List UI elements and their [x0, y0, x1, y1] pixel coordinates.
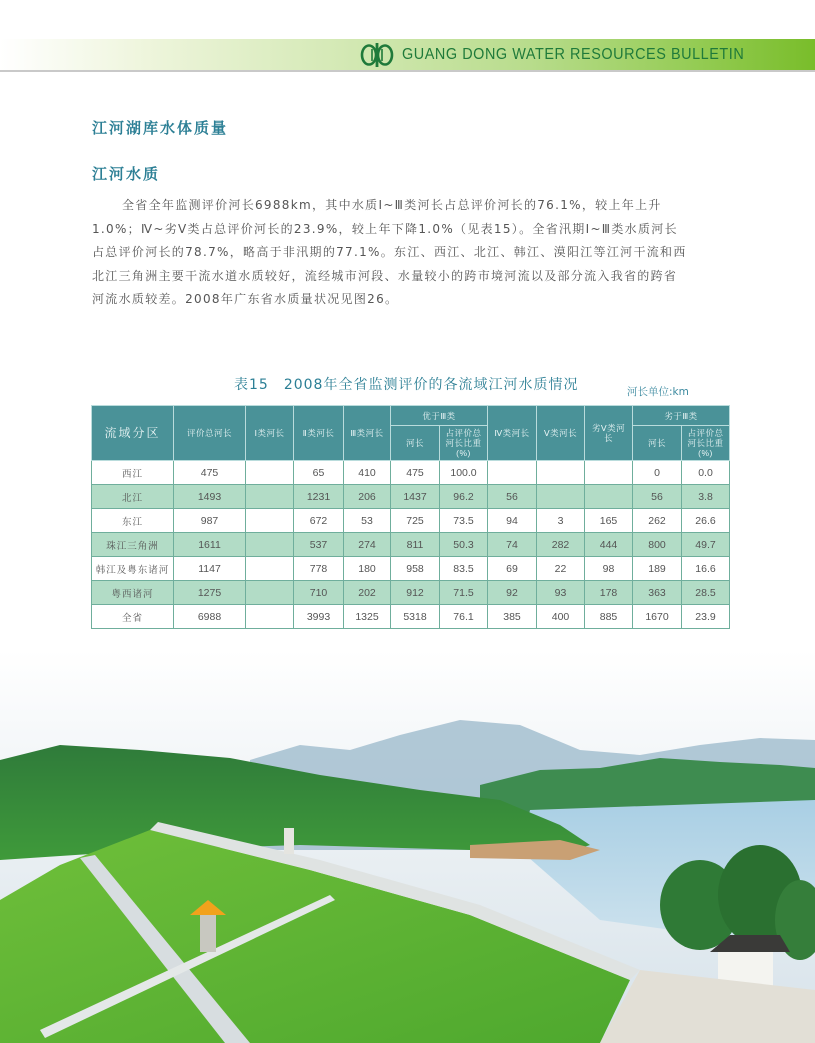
- cell-worse-than-class5: [585, 461, 633, 485]
- cell-better-percent: 100.0: [440, 461, 488, 485]
- cell-worse-percent: 26.6: [682, 509, 730, 533]
- table-unit-label: 河长单位:km: [627, 386, 689, 398]
- cell-total-length: 475: [174, 461, 246, 485]
- paragraph-line: 占总评价河长的78.7%，略高于非汛期的77.1%。东江、西江、北江、韩江、漠阳江等江河干流和西: [92, 245, 687, 259]
- cell-worse-length: 1670: [633, 605, 682, 629]
- cell-class4: 56: [488, 485, 537, 509]
- cell-better-length: 811: [391, 533, 440, 557]
- cell-class5: [537, 485, 585, 509]
- cell-worse-length: 363: [633, 581, 682, 605]
- bulletin-title: GUANG DONG WATER RESOURCES BULLETIN: [402, 46, 745, 63]
- cell-better-percent: 83.5: [440, 557, 488, 581]
- cell-worse-percent: 23.9: [682, 605, 730, 629]
- cell-class3: 180: [344, 557, 391, 581]
- cell-worse-percent: 49.7: [682, 533, 730, 557]
- header-bar: [0, 39, 815, 72]
- cell-better-length: 5318: [391, 605, 440, 629]
- header-better-percent: 占评价总河长比重(%): [440, 426, 488, 461]
- cell-class4: 74: [488, 533, 537, 557]
- header-class2: Ⅱ类河长: [294, 406, 344, 461]
- cell-class3: 202: [344, 581, 391, 605]
- table-row: [92, 485, 730, 509]
- cell-better-length: 958: [391, 557, 440, 581]
- cell-worse-than-class5: 98: [585, 557, 633, 581]
- cell-class5: 93: [537, 581, 585, 605]
- cell-class2: 710: [294, 581, 344, 605]
- header-total-length: 评价总河长: [174, 406, 246, 461]
- cell-better-length: 912: [391, 581, 440, 605]
- cell-total-length: 987: [174, 509, 246, 533]
- header-region: 流域分区: [92, 406, 174, 461]
- table-row: [92, 533, 730, 557]
- cell-better-percent: 71.5: [440, 581, 488, 605]
- cell-worse-length: 262: [633, 509, 682, 533]
- cell-region: 北江: [92, 485, 174, 509]
- cell-total-length: 6988: [174, 605, 246, 629]
- cell-class3: 410: [344, 461, 391, 485]
- reservoir-dam-photo: [0, 650, 815, 1043]
- header-class3: Ⅲ类河长: [344, 406, 391, 461]
- cell-class1: [246, 509, 294, 533]
- cell-region: 珠江三角洲: [92, 533, 174, 557]
- cell-class1: [246, 485, 294, 509]
- cell-worse-than-class5: [585, 485, 633, 509]
- cell-class1: [246, 533, 294, 557]
- paragraph-line: 北江三角洲主要干流水道水质较好，流经城市河段、水量较小的跨市境河流以及部分流入我省的跨省: [92, 268, 678, 283]
- table-row: [92, 557, 730, 581]
- cell-class5: 3: [537, 509, 585, 533]
- table-row: [92, 461, 730, 485]
- cell-worse-percent: 16.6: [682, 557, 730, 581]
- cell-class5: [537, 461, 585, 485]
- cell-worse-length: 0: [633, 461, 682, 485]
- paragraph-line: 1.0%；Ⅳ~劣Ⅴ类占总评价河长的23.9%，较上年下降1.0%（见表15）。全省汛期Ⅰ~Ⅲ类水质河长: [92, 221, 678, 236]
- cell-worse-length: 800: [633, 533, 682, 557]
- paragraph-line: 河流水质较差。2008年广东省水质量状况见图26。: [92, 292, 399, 306]
- table-row: [92, 581, 730, 605]
- cell-class3: 53: [344, 509, 391, 533]
- cell-class1: [246, 605, 294, 629]
- cell-better-length: 475: [391, 461, 440, 485]
- header-worse-than-class5: 劣Ⅴ类河长: [585, 406, 633, 461]
- cell-worse-than-class5: 178: [585, 581, 633, 605]
- cell-class2: 3993: [294, 605, 344, 629]
- cell-class3: 274: [344, 533, 391, 557]
- cell-worse-than-class5: 444: [585, 533, 633, 557]
- cell-total-length: 1275: [174, 581, 246, 605]
- cell-class2: 1231: [294, 485, 344, 509]
- cell-region: 西江: [92, 461, 174, 485]
- cell-class3: 206: [344, 485, 391, 509]
- cell-class2: 672: [294, 509, 344, 533]
- cell-class2: 778: [294, 557, 344, 581]
- header-class1: Ⅰ类河长: [246, 406, 294, 461]
- table-caption: 表15 2008年全省监测评价的各流域江河水质情况: [234, 377, 579, 393]
- header-better-than-class3: 优于Ⅲ类: [391, 406, 488, 426]
- cell-total-length: 1147: [174, 557, 246, 581]
- cell-total-length: 1611: [174, 533, 246, 557]
- cell-region: 东江: [92, 509, 174, 533]
- landscape-image: [0, 650, 815, 1043]
- cell-worse-percent: 3.8: [682, 485, 730, 509]
- cell-class4: 94: [488, 509, 537, 533]
- cell-worse-length: 189: [633, 557, 682, 581]
- cell-class4: 69: [488, 557, 537, 581]
- cell-better-percent: 96.2: [440, 485, 488, 509]
- cell-region: 粤西诸河: [92, 581, 174, 605]
- cell-worse-percent: 28.5: [682, 581, 730, 605]
- cell-better-length: 725: [391, 509, 440, 533]
- subsection-title: 江河水质: [92, 165, 161, 183]
- cell-region: 韩江及粤东诸河: [92, 557, 174, 581]
- table-row: [92, 605, 730, 629]
- cell-class2: 65: [294, 461, 344, 485]
- header-worse-length: 河长: [633, 426, 682, 461]
- cell-class1: [246, 461, 294, 485]
- header-better-length: 河长: [391, 426, 440, 461]
- paragraph-line: 全省全年监测评价河长6988km，其中水质Ⅰ~Ⅲ类河长占总评价河长的76.1%，较上年上升: [122, 198, 662, 212]
- cell-total-length: 1493: [174, 485, 246, 509]
- header-class5: Ⅴ类河长: [537, 406, 585, 461]
- cell-better-percent: 50.3: [440, 533, 488, 557]
- cell-worse-length: 56: [633, 485, 682, 509]
- water-quality-table: [91, 405, 730, 629]
- cell-worse-than-class5: 885: [585, 605, 633, 629]
- header-class4: Ⅳ类河长: [488, 406, 537, 461]
- cell-worse-than-class5: 165: [585, 509, 633, 533]
- cell-class4: 92: [488, 581, 537, 605]
- cell-worse-percent: 0.0: [682, 461, 730, 485]
- cell-region: 全省: [92, 605, 174, 629]
- header-worse-percent: 占评价总河长比重(%): [682, 426, 730, 461]
- cell-better-length: 1437: [391, 485, 440, 509]
- cell-class5: 400: [537, 605, 585, 629]
- cell-class4: 385: [488, 605, 537, 629]
- cell-class3: 1325: [344, 605, 391, 629]
- cell-class1: [246, 581, 294, 605]
- header-worse-than-class3: 劣于Ⅲ类: [633, 406, 730, 426]
- body-paragraph: [92, 194, 732, 312]
- cell-better-percent: 73.5: [440, 509, 488, 533]
- cell-class4: [488, 461, 537, 485]
- cell-class1: [246, 557, 294, 581]
- cell-class5: 22: [537, 557, 585, 581]
- table-row: [92, 509, 730, 533]
- water-resources-logo-icon: [360, 43, 394, 67]
- cell-better-percent: 76.1: [440, 605, 488, 629]
- section-title: 江河湖库水体质量: [92, 119, 229, 137]
- cell-class2: 537: [294, 533, 344, 557]
- cell-class5: 282: [537, 533, 585, 557]
